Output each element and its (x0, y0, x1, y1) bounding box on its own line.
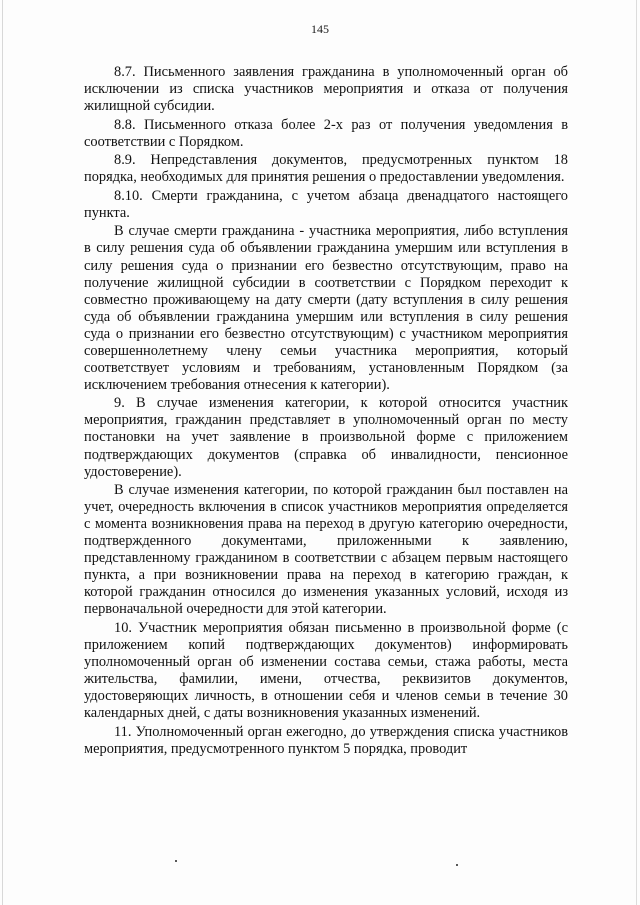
scan-speck (175, 860, 177, 862)
paragraph-category-change: В случае изменения категории, по которой гражданин был поставлен на учет, очередность включения в список участников мероприятия определяется с момента возникновения права на переход в другую категорию очередности, подтвержденного документами, приложенными к заявлению, представленному гражданином в соответствии с абзацем первым настоящего пункта, а при возникновении права на переход в категорию граждан, к которой гражданин относился до изменения указанных условий, исходя из первоначальной очередности для этой категории. (84, 482, 568, 618)
paragraph-8-7: 8.7. Письменного заявления гражданина в уполномоченный орган об исключении из списка участников мероприятия и отказа от получения жилищной субсидии. (84, 64, 568, 115)
paragraph-8-9: 8.9. Непредставления документов, предусмотренных пунктом 18 порядка, необходимых для принятия решения о предоставлении уведомления. (84, 152, 568, 186)
scan-speck (456, 864, 458, 866)
page-number: 145 (311, 22, 329, 36)
paragraph-10: 10. Участник мероприятия обязан письменно в произвольной форме (с приложением копий подтверждающих документов) информировать уполномоченный орган об изменении состава семьи, стажа работы, места жительства, фамилии, имени, отчества, реквизитов документов, удостоверяющих личность, в отношении себя и членов семьи в течение 30 календарных дней, с даты возникновения указанных изменений. (84, 620, 568, 722)
paragraph-8-10: 8.10. Смерти гражданина, с учетом абзаца двенадцатого настоящего пункта. (84, 187, 568, 221)
paragraph-9: 9. В случае изменения категории, к которой относится участник мероприятия, гражданин представляет в уполномоченный орган по месту постановки на учет заявление в произвольной форме с приложением подтверждающих документов (справка об инвалидности, пенсионное удостоверение). (84, 395, 568, 480)
paragraph-death-of-citizen: В случае смерти гражданина - участника мероприятия, либо вступления в силу решения суда об объявлении гражданина умершим или вступления в силу решения суда о признании его безвестно отсутствующим, право на получение жилищной субсидии в соответствии с Порядком переходит к совместно проживающему на дату смерти (дату вступления в силу решения суда об объявлении гражданина умершим или вступления в силу решения суда о признании его безвестно отсутствующим) с участником мероприятия совершеннолетнему члену семьи участника мероприятия, который соответствует условиям и требованиям, установленным Порядком (за исключением требования отнесения к категории). (84, 223, 568, 393)
scan-edge-left (2, 0, 3, 905)
paragraph-11: 11. Уполномоченный орган ежегодно, до утверждения списка участников мероприятия, предусмотренного пунктом 5 порядка, проводит (84, 723, 568, 757)
scan-edge-right (636, 0, 637, 905)
document-body (84, 64, 568, 758)
paragraph-8-8: 8.8. Письменного отказа более 2-х раз от получения уведомления в соответствии с Порядком. (84, 116, 568, 150)
